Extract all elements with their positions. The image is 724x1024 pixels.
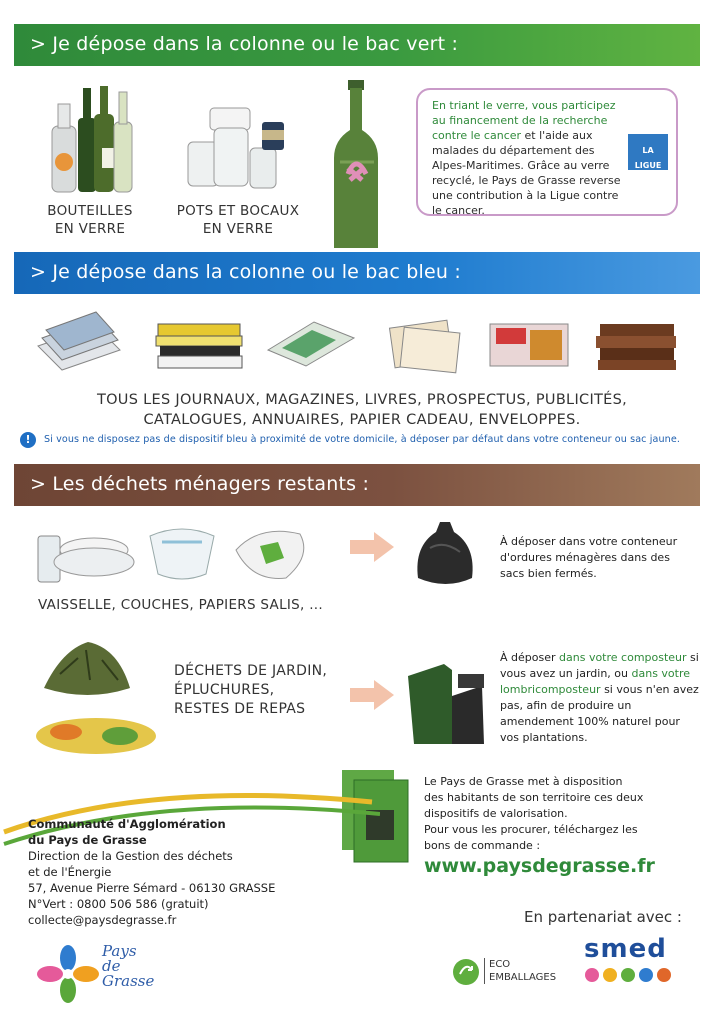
partner-label: En partenariat avec :: [524, 908, 682, 926]
pays-logo-3: Grasse: [102, 972, 155, 990]
pays-logo-2: de: [102, 957, 121, 975]
bubble-highlight: En triant le verre, vous participez au financement de la recherche contre le cancer: [432, 99, 616, 142]
eco-logo-line-1: ECO: [489, 959, 511, 970]
address: 57, Avenue Pierre Sémard - 06130 GRASSE: [28, 881, 276, 895]
smed-logo: smed: [584, 934, 667, 964]
website-link[interactable]: www.paysdegrasse.fr: [424, 855, 655, 877]
arrow-right-icon: [350, 532, 394, 562]
dirty-paper-icon: [230, 520, 314, 584]
organic-label-2: ÉPLUCHURES,: [174, 682, 275, 698]
residual-instr-3: sacs bien fermés.: [500, 567, 597, 580]
dispo-line-2: des habitants de son territoire ces deux: [424, 791, 644, 804]
dispo-line-5: bons de commande :: [424, 839, 541, 852]
ligue-logo: LA LIGUE: [628, 134, 668, 170]
bottles-label-2: EN VERRE: [54, 221, 126, 237]
envelopes-icon: [384, 312, 468, 376]
pays-de-grasse-flower-logo: [36, 944, 100, 1004]
books-stack-icon: [154, 316, 246, 372]
compost-instructions: [500, 650, 700, 746]
compost-text-3: si vous n'en avez pas, afin de produire un amendement 100% naturel pour vos plantations.: [500, 683, 699, 744]
info-icon: !: [20, 432, 36, 448]
glass-jars-icon: [180, 98, 292, 194]
paper-list-line-1: TOUS LES JOURNAUX, MAGAZINES, LIVRES, PROSPECTUS, PUBLICITÉS,: [96, 392, 628, 408]
section-header-brown: > Les déchets ménagers restants :: [14, 464, 700, 506]
contact-block: [28, 816, 308, 928]
arrow-right-icon: [350, 680, 394, 710]
bubble-text: et l'aide aux malades du département des Alpes-Maritimes. Grâce au verre recyclé, le Pays de Grasse reverse une contribution à la Ligue contre le cancer.: [432, 129, 621, 217]
eco-emballages-logo-icon: [452, 958, 480, 986]
section-header-blue: > Je dépose dans la colonne ou le bac bleu :: [14, 252, 700, 294]
org-name-2: du Pays de Grasse: [28, 833, 147, 847]
eco-logo-line-2: EMBALLAGES: [489, 972, 557, 983]
smed-logo-dots-icon: [584, 966, 674, 984]
paper-list-line-2: CATALOGUES, ANNUAIRES, PAPIER CADEAU, ENVELOPPES.: [143, 412, 581, 428]
magazines-icon: [486, 316, 572, 372]
wine-bottle-ribbon-icon: [326, 78, 388, 250]
dispo-line-4: Pour vous les procurer, téléchargez les: [424, 823, 638, 836]
garden-waste-icon: [38, 630, 134, 704]
dispo-line-3: dispositifs de valorisation.: [424, 807, 568, 820]
newspapers-icon: [36, 306, 122, 374]
compost-text-2: si vous avez un jardin, ou: [500, 651, 699, 680]
compost-highlight-1: dans votre composteur: [559, 651, 687, 664]
organic-label-1: DÉCHETS DE JARDIN,: [174, 663, 328, 679]
residual-instr-2: d'ordures ménagères dans des: [500, 551, 670, 564]
residual-label: VAISSELLE, COUCHES, PAPIERS SALIS, ...: [38, 597, 323, 613]
phone: N°Vert : 0800 506 586 (gratuit): [28, 897, 209, 911]
old-books-icon: [594, 318, 680, 374]
composter-icon: [404, 656, 488, 748]
dispo-line-1: Le Pays de Grasse met à disposition: [424, 775, 623, 788]
food-scraps-icon: [32, 706, 162, 760]
compost-text-1: À déposer: [500, 651, 560, 664]
organic-label-3: RESTES DE REPAS: [174, 701, 306, 717]
residual-instr-1: À déposer dans votre conteneur: [500, 535, 678, 548]
ligue-info-bubble: [416, 88, 678, 216]
jars-label-1: POTS ET BOCAUX: [176, 203, 300, 219]
glass-bottles-icon: [44, 84, 140, 196]
blue-bin-note: Si vous ne disposez pas de dispositif bleu à proximité de votre domicile, à déposer par défaut dans votre conteneur ou sac jaune.: [44, 434, 680, 445]
trash-bag-icon: [410, 518, 480, 590]
section-header-green: > Je dépose dans la colonne ou le bac vert :: [14, 24, 700, 66]
diaper-icon: [144, 518, 220, 584]
org-name-1: Communauté d'Agglomération: [28, 817, 226, 831]
jars-label-2: EN VERRE: [202, 221, 274, 237]
catalogue-icon: [262, 318, 358, 368]
pays-logo-1: Pays: [102, 942, 137, 960]
dept-2: et de l'Énergie: [28, 865, 112, 879]
dishes-icon: [32, 516, 138, 588]
bottles-label-1: BOUTEILLES: [47, 203, 133, 219]
dept-1: Direction de la Gestion des déchets: [28, 849, 233, 863]
email[interactable]: collecte@paysdegrasse.fr: [28, 913, 177, 927]
compost-highlight-2: dans votre lombricomposteur: [500, 667, 691, 696]
